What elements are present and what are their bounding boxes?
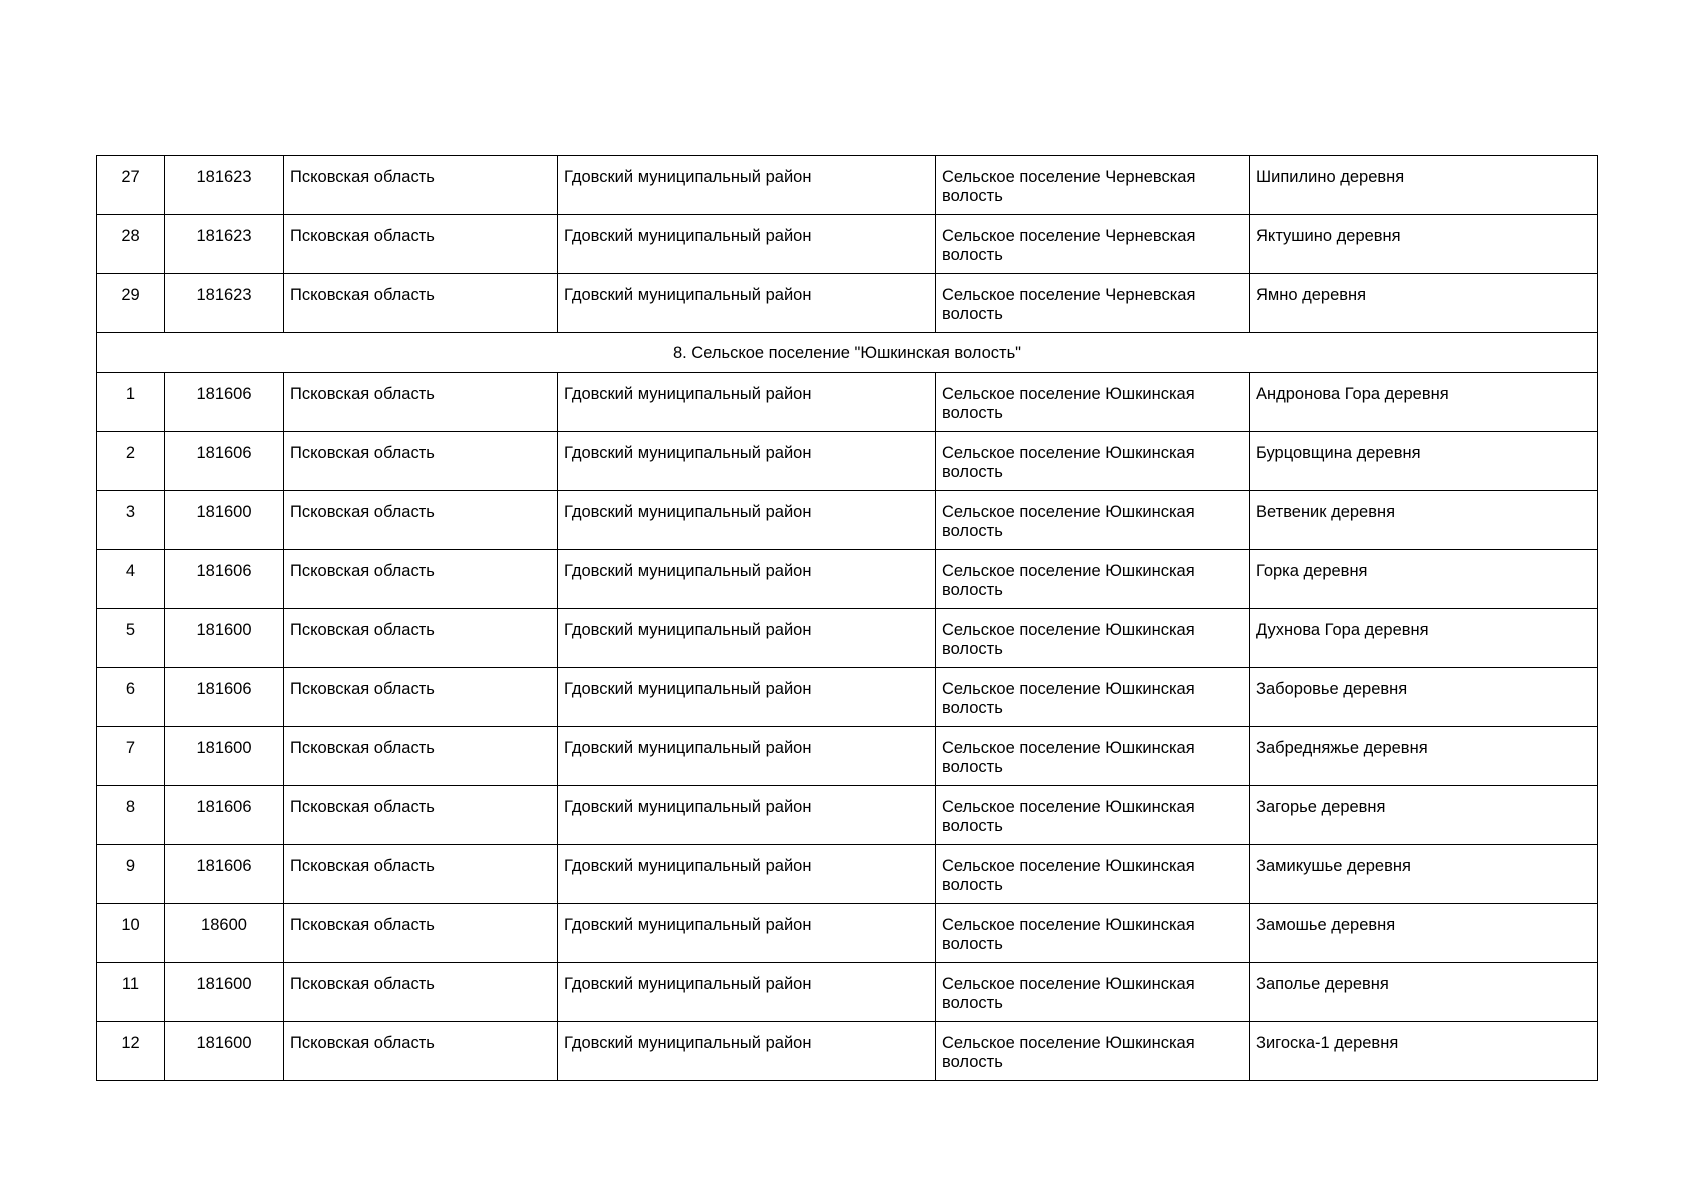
- table-row: [97, 373, 1598, 432]
- postal-index: 181606: [165, 668, 284, 727]
- region-cell: Псковская область: [284, 845, 558, 904]
- section-title: 8. Сельское поселение "Юшкинская волость": [97, 333, 1598, 373]
- table-row: [97, 432, 1598, 491]
- locality-cell: Яктушино деревня: [1250, 215, 1598, 274]
- row-number: 1: [97, 373, 165, 432]
- address-table: [96, 155, 1598, 1081]
- settlement-cell: Сельское поселение Юшкинская волость: [936, 550, 1250, 609]
- row-number: 4: [97, 550, 165, 609]
- locality-cell: Бурцовщина деревня: [1250, 432, 1598, 491]
- region-cell: Псковская область: [284, 215, 558, 274]
- row-number: 6: [97, 668, 165, 727]
- table-row: [97, 491, 1598, 550]
- district-cell: Гдовский муниципальный район: [558, 786, 936, 845]
- locality-cell: Горка деревня: [1250, 550, 1598, 609]
- table-row: [97, 963, 1598, 1022]
- locality-cell: Ямно деревня: [1250, 274, 1598, 333]
- postal-index: 181623: [165, 156, 284, 215]
- district-cell: Гдовский муниципальный район: [558, 373, 936, 432]
- locality-cell: Замикушье деревня: [1250, 845, 1598, 904]
- postal-index: 181600: [165, 609, 284, 668]
- district-cell: Гдовский муниципальный район: [558, 550, 936, 609]
- settlement-cell: Сельское поселение Юшкинская волость: [936, 963, 1250, 1022]
- district-cell: Гдовский муниципальный район: [558, 963, 936, 1022]
- postal-index: 181600: [165, 491, 284, 550]
- postal-index: 181606: [165, 550, 284, 609]
- postal-index: 181606: [165, 373, 284, 432]
- table-row: [97, 550, 1598, 609]
- row-number: 29: [97, 274, 165, 333]
- table-row: [97, 727, 1598, 786]
- settlement-cell: Сельское поселение Юшкинская волость: [936, 727, 1250, 786]
- district-cell: Гдовский муниципальный район: [558, 432, 936, 491]
- table-row: [97, 786, 1598, 845]
- settlement-cell: Сельское поселение Юшкинская волость: [936, 845, 1250, 904]
- table-row: [97, 156, 1598, 215]
- row-number: 5: [97, 609, 165, 668]
- region-cell: Псковская область: [284, 156, 558, 215]
- locality-cell: Замошье деревня: [1250, 904, 1598, 963]
- row-number: 28: [97, 215, 165, 274]
- district-cell: Гдовский муниципальный район: [558, 727, 936, 786]
- table-row: [97, 845, 1598, 904]
- settlement-cell: Сельское поселение Юшкинская волость: [936, 1022, 1250, 1081]
- postal-index: 181606: [165, 786, 284, 845]
- district-cell: Гдовский муниципальный район: [558, 904, 936, 963]
- region-cell: Псковская область: [284, 904, 558, 963]
- locality-cell: Загорье деревня: [1250, 786, 1598, 845]
- section-header-row: [97, 333, 1598, 373]
- region-cell: Псковская область: [284, 432, 558, 491]
- district-cell: Гдовский муниципальный район: [558, 215, 936, 274]
- table-body: [97, 156, 1598, 1081]
- district-cell: Гдовский муниципальный район: [558, 1022, 936, 1081]
- locality-cell: Духнова Гора деревня: [1250, 609, 1598, 668]
- settlement-cell: Сельское поселение Черневская волость: [936, 274, 1250, 333]
- locality-cell: Заполье деревня: [1250, 963, 1598, 1022]
- settlement-cell: Сельское поселение Юшкинская волость: [936, 609, 1250, 668]
- locality-cell: Шипилино деревня: [1250, 156, 1598, 215]
- district-cell: Гдовский муниципальный район: [558, 491, 936, 550]
- settlement-cell: Сельское поселение Юшкинская волость: [936, 373, 1250, 432]
- postal-index: 181600: [165, 1022, 284, 1081]
- settlement-cell: Сельское поселение Юшкинская волость: [936, 432, 1250, 491]
- settlement-cell: Сельское поселение Черневская волость: [936, 215, 1250, 274]
- locality-cell: Зигоска-1 деревня: [1250, 1022, 1598, 1081]
- settlement-cell: Сельское поселение Юшкинская волость: [936, 491, 1250, 550]
- region-cell: Псковская область: [284, 1022, 558, 1081]
- settlement-cell: Сельское поселение Юшкинская волость: [936, 904, 1250, 963]
- row-number: 11: [97, 963, 165, 1022]
- settlement-cell: Сельское поселение Юшкинская волость: [936, 668, 1250, 727]
- district-cell: Гдовский муниципальный район: [558, 156, 936, 215]
- row-number: 3: [97, 491, 165, 550]
- settlement-cell: Сельское поселение Юшкинская волость: [936, 786, 1250, 845]
- row-number: 9: [97, 845, 165, 904]
- region-cell: Псковская область: [284, 491, 558, 550]
- postal-index: 18600: [165, 904, 284, 963]
- row-number: 2: [97, 432, 165, 491]
- row-number: 7: [97, 727, 165, 786]
- settlement-cell: Сельское поселение Черневская волость: [936, 156, 1250, 215]
- region-cell: Псковская область: [284, 373, 558, 432]
- region-cell: Псковская область: [284, 609, 558, 668]
- postal-index: 181600: [165, 727, 284, 786]
- region-cell: Псковская область: [284, 668, 558, 727]
- district-cell: Гдовский муниципальный район: [558, 274, 936, 333]
- locality-cell: Заборовье деревня: [1250, 668, 1598, 727]
- locality-cell: Ветвеник деревня: [1250, 491, 1598, 550]
- district-cell: Гдовский муниципальный район: [558, 668, 936, 727]
- district-cell: Гдовский муниципальный район: [558, 845, 936, 904]
- table-row: [97, 609, 1598, 668]
- row-number: 8: [97, 786, 165, 845]
- postal-index: 181606: [165, 845, 284, 904]
- postal-index: 181623: [165, 215, 284, 274]
- table-row: [97, 215, 1598, 274]
- region-cell: Псковская область: [284, 550, 558, 609]
- region-cell: Псковская область: [284, 727, 558, 786]
- row-number: 12: [97, 1022, 165, 1081]
- postal-index: 181606: [165, 432, 284, 491]
- region-cell: Псковская область: [284, 786, 558, 845]
- region-cell: Псковская область: [284, 274, 558, 333]
- table-row: [97, 904, 1598, 963]
- table-row: [97, 274, 1598, 333]
- locality-cell: Андронова Гора деревня: [1250, 373, 1598, 432]
- table-row: [97, 1022, 1598, 1081]
- row-number: 27: [97, 156, 165, 215]
- row-number: 10: [97, 904, 165, 963]
- table-row: [97, 668, 1598, 727]
- postal-index: 181600: [165, 963, 284, 1022]
- region-cell: Псковская область: [284, 963, 558, 1022]
- locality-cell: Забредняжье деревня: [1250, 727, 1598, 786]
- district-cell: Гдовский муниципальный район: [558, 609, 936, 668]
- postal-index: 181623: [165, 274, 284, 333]
